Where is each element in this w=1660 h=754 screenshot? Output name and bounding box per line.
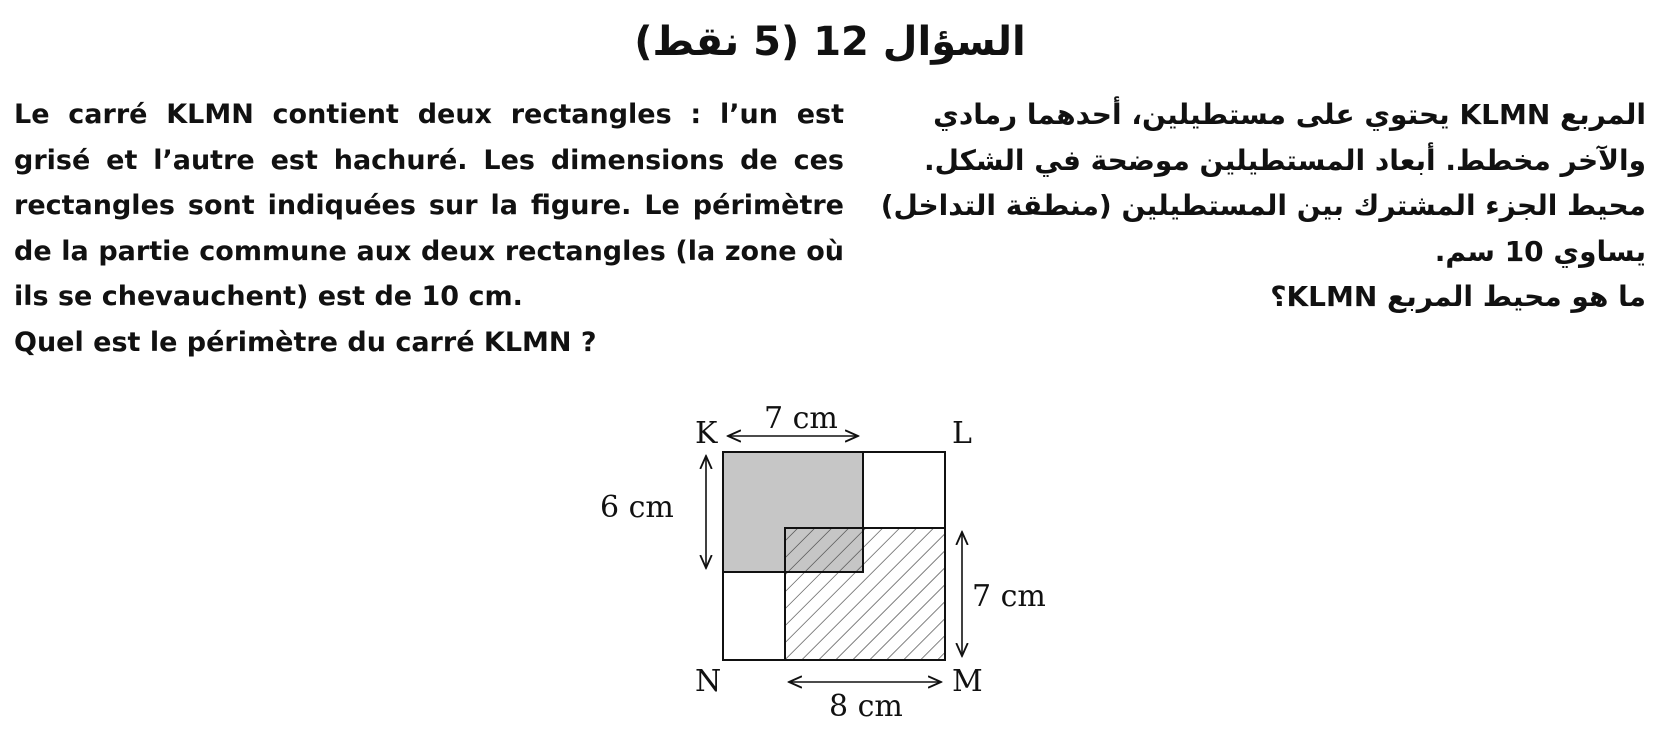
arabic-paragraph: المربع KLMN يحتوي على مستطيلين، أحدهما رمادي والآخر مخطط. أبعاد المستطيلين موضحة في الشكل. محيط الجزء المشترك بين المستطيلين (منطقة التداخل) يساوي 10 سم. xyxy=(880,98,1646,268)
vertex-m-label: M xyxy=(952,664,983,699)
french-statement xyxy=(14,92,844,365)
gray-height-label: 6 cm xyxy=(600,490,674,525)
french-paragraph: Le carré KLMN contient deux rectangles : l’un est grisé et l’autre est hachuré. Les dimensions de ces rectangles sont indiquées sur la figure. Le périmètre de la partie commune aux deux rectangles (la zone où ils se chevauchent) est de 10 cm. xyxy=(14,99,844,312)
hatched-width-label: 8 cm xyxy=(829,689,903,724)
arabic-question: ما هو محيط المربع KLMN؟ xyxy=(1270,280,1646,313)
arabic-statement xyxy=(880,92,1646,320)
hatched-rectangle xyxy=(785,528,945,660)
vertex-n-label: N xyxy=(695,664,722,699)
geometry-figure xyxy=(600,401,1060,750)
french-question: Quel est le périmètre du carré KLMN ? xyxy=(14,326,597,358)
vertex-l-label: L xyxy=(952,416,972,451)
gray-width-label: 7 cm xyxy=(764,401,838,436)
hatched-height-label: 7 cm xyxy=(972,579,1046,614)
question-title: السؤال 12 (5 نقط) xyxy=(634,19,1026,65)
vertex-k-label: K xyxy=(695,416,718,451)
